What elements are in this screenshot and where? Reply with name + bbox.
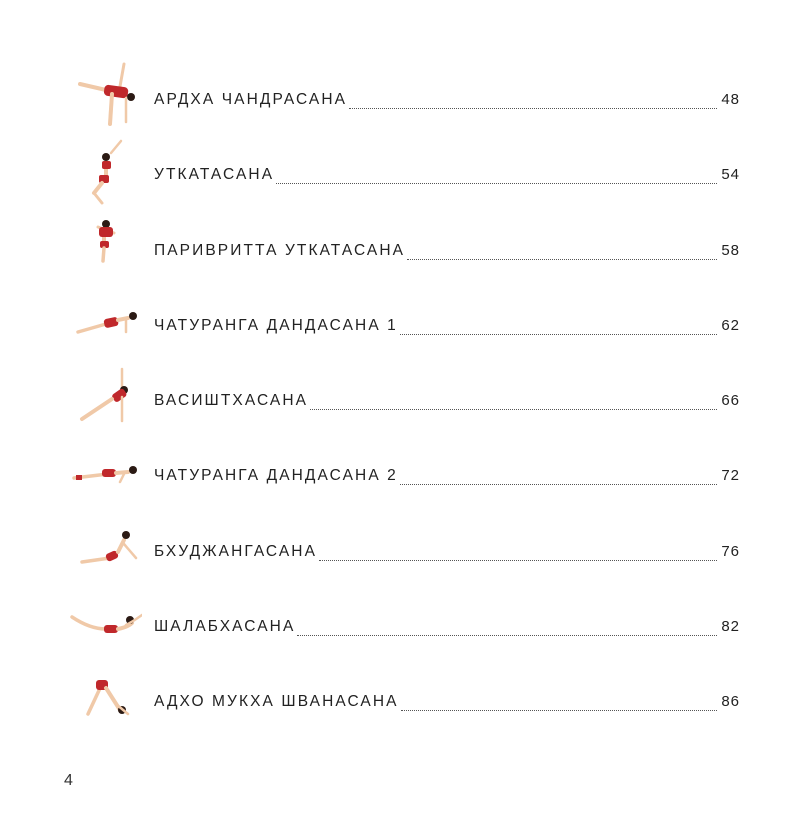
toc-title: УТКАТАСАНА <box>154 166 275 184</box>
toc-row[interactable] <box>60 137 740 212</box>
dot-leader <box>297 634 717 636</box>
locust-pose-icon <box>66 589 142 664</box>
toc-row[interactable] <box>60 589 740 664</box>
dot-leader <box>400 333 717 335</box>
toc-page-number: 62 <box>721 316 740 334</box>
toc-page-number: 58 <box>721 241 740 259</box>
page-number: 4 <box>64 772 73 789</box>
toc-title: АРДХА ЧАНДРАСАНА <box>154 91 348 108</box>
dot-leader <box>276 182 717 184</box>
cobra-pose-icon <box>66 514 142 589</box>
toc-title: ЧАТУРАНГА ДАНДАСАНА 1 <box>154 316 398 334</box>
dot-leader <box>319 559 717 561</box>
toc-row[interactable] <box>60 288 740 363</box>
toc-row[interactable] <box>60 363 740 438</box>
dot-leader <box>349 107 717 109</box>
table-of-contents <box>60 62 740 739</box>
toc-row[interactable] <box>60 514 740 589</box>
downward-dog-pose-icon <box>66 664 142 739</box>
dot-leader <box>401 709 718 711</box>
toc-page-number: 48 <box>721 91 740 108</box>
toc-row[interactable] <box>60 438 740 513</box>
toc-title: ВАСИШТХАСАНА <box>154 392 309 409</box>
twisted-chair-pose-icon <box>66 213 142 288</box>
half-moon-pose-icon <box>66 62 142 137</box>
toc-page-number: 54 <box>721 166 740 184</box>
side-plank-pose-icon <box>66 363 142 438</box>
dot-leader <box>400 483 717 485</box>
chair-pose-icon <box>66 137 142 212</box>
toc-row[interactable] <box>60 213 740 288</box>
toc-row[interactable] <box>60 664 740 739</box>
toc-row[interactable] <box>60 62 740 137</box>
plank-pose-icon <box>66 288 142 363</box>
toc-title: БХУДЖАНГАСАНА <box>154 542 318 560</box>
low-plank-pose-icon <box>66 438 142 513</box>
toc-title: ПАРИВРИТТА УТКАТАСАНА <box>154 241 406 259</box>
toc-title: ЧАТУРАНГА ДАНДАСАНА 2 <box>154 467 398 485</box>
toc-page-number: 82 <box>721 617 740 635</box>
toc-page-number: 86 <box>721 693 740 710</box>
toc-title: АДХО МУКХА ШВАНАСАНА <box>154 693 399 710</box>
toc-page-number: 76 <box>721 542 740 560</box>
toc-page-number: 66 <box>721 392 740 409</box>
toc-title: ШАЛАБХАСАНА <box>154 617 296 635</box>
dot-leader <box>407 258 717 260</box>
dot-leader <box>310 408 717 410</box>
toc-page-number: 72 <box>721 467 740 485</box>
